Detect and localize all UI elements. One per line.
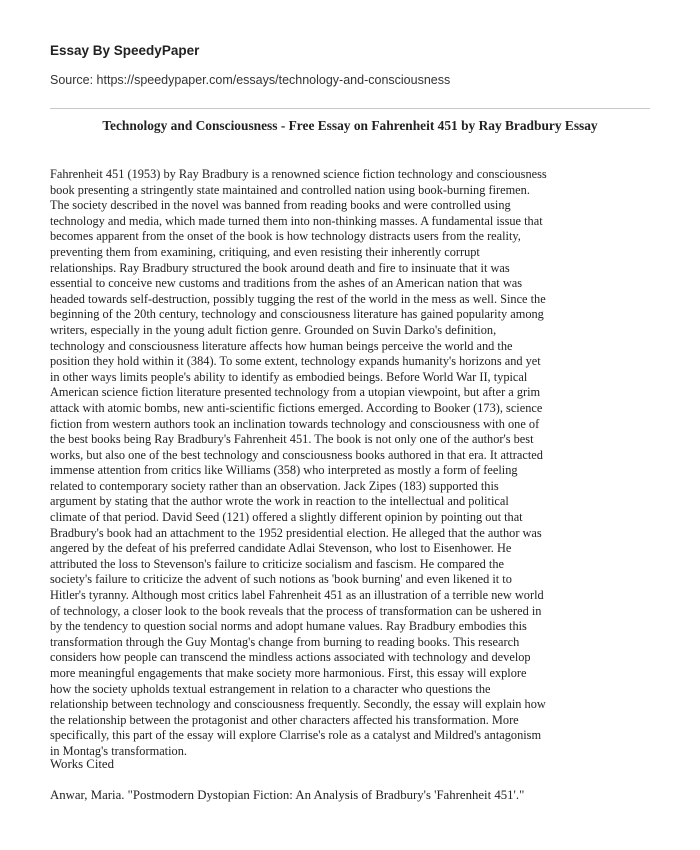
essay-body-line: considers how people can transcend the mindless actions associated with technology and develop — [50, 650, 531, 665]
essay-body-line: climate of that period. David Seed (121) offered a slightly different opinion by pointing out that — [50, 510, 523, 525]
essay-body-line: specifically, this part of the essay will explore Clarrise's role as a catalyst and Mildred's antagonism — [50, 728, 542, 743]
essay-body-line: position they hold within it (384). To some extent, technology expands humanity's horizons and yet — [50, 354, 541, 369]
citation-entry: Anwar, Maria. "Postmodern Dystopian Fiction: An Analysis of Bradbury's 'Fahrenheit 451'." — [50, 788, 525, 802]
essay-body-line: writers, especially in the young adult fiction genre. Grounded on Suvin Darko's definition, — [50, 322, 497, 337]
essay-body-line: by the tendency to question social norms and adopt humane values. Ray Bradbury embodies this — [50, 619, 527, 634]
essay-body-line: how the society upholds textual estrangement in relation to a character who questions the — [50, 681, 491, 696]
divider — [50, 108, 650, 109]
source-line: Source: https://speedypaper.com/essays/technology-and-consciousness — [50, 73, 451, 87]
essay-body — [50, 167, 655, 760]
essay-body-line: society's failure to criticize the advent of such notions as 'book burning' and even likened it to — [50, 572, 512, 587]
essay-body-line: technology and media, which made turned them into non-thinking masses. A fundamental issue that — [50, 213, 543, 228]
essay-body-line: attack with atomic bombs, new anti-scientific fictions emerged. According to Booker (173), science — [50, 400, 543, 415]
essay-body-line: relationships. Ray Bradbury structured the book around death and fire to insinuate that it was — [50, 260, 510, 275]
essay-body-line: argument by stating that the author wrote the work in reaction to the intellectual and political — [50, 494, 509, 509]
essay-body-line: headed towards self-destruction, possibly tugging the rest of the world in the mess as well. Since the — [50, 291, 546, 306]
essay-body-line: Fahrenheit 451 (1953) by Ray Bradbury is a renowned science fiction technology and consciousness — [50, 167, 547, 181]
brand-heading: Essay By SpeedyPaper — [50, 43, 200, 58]
essay-body-line: American science fiction literature presented technology from a utopian viewpoint, but after a grim — [50, 385, 541, 400]
essay-body-line: the best books being Ray Bradbury's Fahrenheit 451. The book is not only one of the author's best — [50, 432, 534, 447]
essay-body-line: in other ways limits people's ability to identify as embodied beings. Before World War II, typical — [50, 369, 528, 384]
essay-body-line: angered by the defeat of his preferred candidate Adlai Stevenson, who lost to Eisenhower. He — [50, 541, 512, 556]
essay-body-line: of technology, a closer look to the book reveals that the process of transformation can be ushered in — [50, 603, 542, 618]
essay-body-line: essential to conceive new customs and traditions from the ashes of an American nation that was — [50, 276, 523, 291]
essay-body-line: the relationship between the protagonist and other characters affected his transformation. More — [50, 712, 519, 727]
works-cited-heading: Works Cited — [50, 757, 115, 771]
essay-body-line: Bradbury's book had an attachment to the 1952 presidential election. He alleged that the author was — [50, 525, 542, 540]
essay-body-line: becomes apparent from the onset of the book is how technology distracts users from the reality, — [50, 229, 521, 244]
essay-body-line: book presenting a stringently state maintained and controlled nation using book-burning firemen. — [50, 182, 530, 197]
essay-title: Technology and Consciousness - Free Essay on Fahrenheit 451 by Ray Bradbury Essay — [102, 118, 598, 133]
essay-body-line: fiction from western authors took an inclination towards technology and consciousness with one of — [50, 416, 540, 431]
essay-body-line: beginning of the 20th century, technology and consciousness literature has gained popularity among — [50, 307, 544, 322]
essay-body-line: Hitler's tyranny. Although most critics label Fahrenheit 451 as an illustration of a terrible new world — [50, 588, 544, 603]
essay-body-line: preventing them from examining, critiquing, and even resisting their inherently corrupt — [50, 244, 480, 259]
essay-body-line: technology and consciousness literature affects how human beings perceive the world and the — [50, 338, 513, 353]
essay-body-line: relationship between technology and consciousness frequently. Secondly, the essay will explain how — [50, 697, 546, 712]
essay-body-line: in Montag's transformation. — [50, 743, 187, 758]
essay-body-line: attributed the loss to Stevenson's failure to criticize socialism and fascism. He compared the — [50, 556, 505, 571]
essay-body-line: immense attention from critics like Williams (358) who interpreted as mostly a form of feeling — [50, 463, 518, 478]
essay-body-line: more meaningful engagements that make society more harmonious. First, this essay will explore — [50, 666, 527, 680]
essay-body-line: related to contemporary society rather than an observation. Jack Zipes (183) supported this — [50, 478, 499, 493]
essay-body-line: transformation through the Guy Montag's change from burning to reading books. This research — [50, 634, 520, 649]
essay-body-line: works, but also one of the best technology and consciousness books authored in that era. It attracted — [50, 447, 543, 462]
essay-body-line: The society described in the novel was banned from reading books and were controlled using — [50, 198, 511, 213]
